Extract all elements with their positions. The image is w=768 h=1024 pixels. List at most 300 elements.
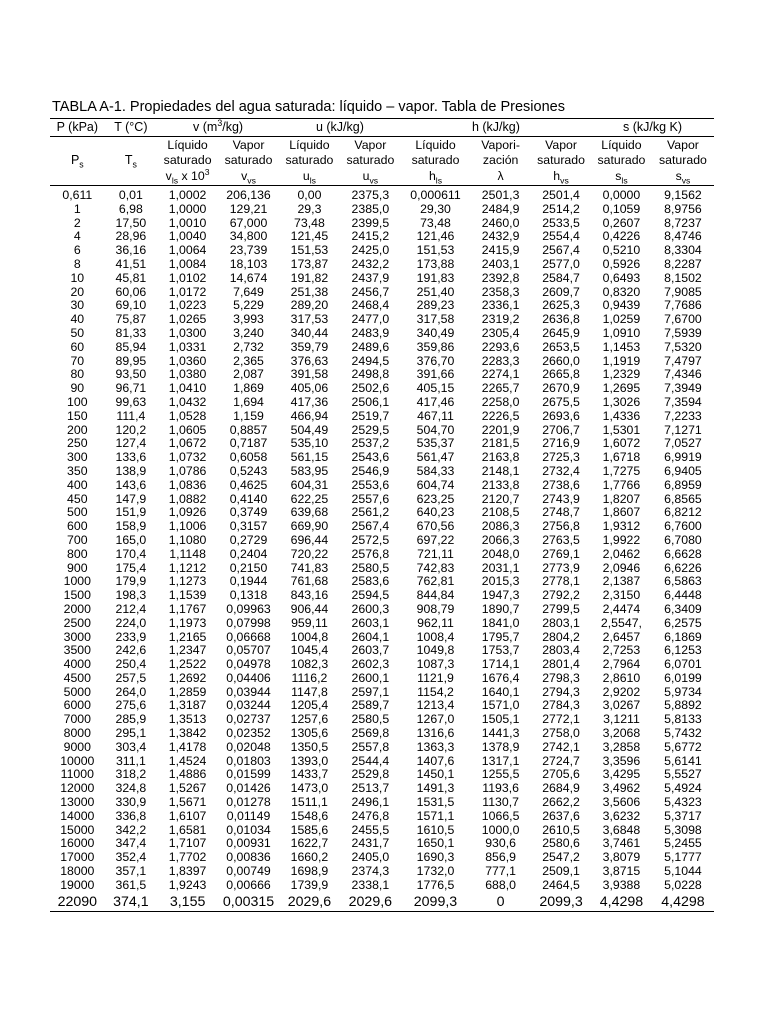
table-cell: 7,649 bbox=[233, 284, 264, 299]
table-cell: 45,81 bbox=[115, 270, 147, 285]
header-vls: Líquido saturado $v_{ls}$ x $10^3$ bbox=[157, 137, 218, 186]
table-cell: 17000 bbox=[60, 850, 95, 865]
table-cell: 60 bbox=[70, 339, 85, 354]
table-cell: 7,5939 bbox=[664, 325, 702, 340]
table-cell: 7,7686 bbox=[664, 298, 702, 313]
table-cell: 2,1387 bbox=[602, 574, 641, 589]
table-cell: 0,1059 bbox=[602, 201, 641, 216]
table-cell: 856,9 bbox=[485, 850, 516, 865]
table-cell: 504,70 bbox=[416, 422, 455, 437]
table-cell: 2600,3 bbox=[351, 601, 390, 616]
table-cell: 6,4448 bbox=[664, 588, 702, 603]
table-cell: 0,02352 bbox=[226, 726, 271, 741]
table-cell: 1,1539 bbox=[168, 588, 207, 603]
table-cell: 14000 bbox=[60, 808, 95, 823]
table-cell: 1378,9 bbox=[481, 739, 520, 754]
header-enthalpy: h (kJ/kg) bbox=[401, 119, 591, 137]
table-cell: 3000 bbox=[63, 629, 91, 644]
units-header-row bbox=[50, 119, 714, 137]
table-cell: 2181,5 bbox=[481, 436, 520, 451]
table-cell: 1,6072 bbox=[602, 436, 641, 451]
header-lambda: Vapori- zación λ bbox=[470, 137, 531, 186]
table-cell: 2201,9 bbox=[481, 422, 520, 437]
table-cell: 2374,3 bbox=[351, 864, 390, 879]
table-cell: 175,4 bbox=[115, 560, 147, 575]
table-cell: 120,2 bbox=[115, 422, 147, 437]
table-row bbox=[50, 217, 714, 231]
table-cell: 2778,1 bbox=[542, 574, 580, 589]
table-cell: 1776,5 bbox=[416, 877, 455, 892]
table-cell: 7,9085 bbox=[664, 284, 702, 299]
table-cell: 6,8565 bbox=[664, 491, 702, 506]
table-cell: 67,000 bbox=[229, 215, 268, 230]
table-cell: 1,869 bbox=[233, 381, 264, 396]
table-cell: 264,0 bbox=[115, 684, 147, 699]
table-cell: 640,23 bbox=[416, 505, 455, 520]
table-cell: 5,5527 bbox=[664, 767, 702, 782]
symbol-header-row bbox=[50, 137, 714, 186]
table-cell: 0,6493 bbox=[602, 270, 641, 285]
table-cell: 1,2347 bbox=[168, 643, 207, 658]
table-cell: 2572,5 bbox=[351, 532, 390, 547]
table-cell: 2794,3 bbox=[542, 684, 580, 699]
table-cell: 1698,9 bbox=[290, 864, 329, 879]
table-cell: 1,6107 bbox=[168, 808, 207, 823]
table-cell: 69,10 bbox=[115, 298, 147, 313]
table-cell: 317,58 bbox=[416, 312, 455, 327]
table-cell: 73,48 bbox=[420, 215, 451, 230]
table-cell: 1407,6 bbox=[416, 753, 455, 768]
table-cell: 311,1 bbox=[115, 753, 146, 768]
table-cell: 1087,3 bbox=[416, 657, 455, 672]
table-cell: 2375,3 bbox=[351, 188, 390, 202]
table-cell: 2609,7 bbox=[542, 284, 580, 299]
table-cell: 2,7964 bbox=[602, 657, 641, 672]
table-cell: 81,33 bbox=[115, 325, 147, 340]
table-cell: 1511,1 bbox=[291, 795, 328, 810]
table-cell: 1130,7 bbox=[482, 795, 519, 810]
header-temperature: T (°C) bbox=[105, 119, 158, 137]
table-cell: 1,5671 bbox=[168, 795, 207, 810]
table-cell: 1,0064 bbox=[168, 243, 207, 258]
table-cell: 14,674 bbox=[229, 270, 268, 285]
table-cell: 289,23 bbox=[416, 298, 455, 313]
table-cell: 2567,4 bbox=[351, 519, 390, 534]
table-cell: 4500 bbox=[63, 670, 91, 685]
table-cell: 670,56 bbox=[416, 519, 455, 534]
table-cell: 121,46 bbox=[416, 229, 455, 244]
table-row bbox=[50, 272, 714, 286]
table-cell: 1,7275 bbox=[602, 463, 641, 478]
table-title: TABLA A-1. Propiedades del agua saturada: líquido – vapor. Tabla de Presiones bbox=[52, 99, 565, 115]
table-cell: 1441,3 bbox=[481, 726, 520, 741]
table-cell: 1610,5 bbox=[416, 822, 455, 837]
table-cell: 8,1502 bbox=[664, 270, 702, 285]
table-cell: 1,6718 bbox=[602, 450, 641, 465]
table-cell: 3,1211 bbox=[603, 712, 640, 727]
table-cell: 2743,9 bbox=[542, 491, 580, 506]
table-cell: 359,79 bbox=[290, 339, 329, 354]
table-row bbox=[50, 562, 714, 576]
table-cell: 17,50 bbox=[115, 215, 147, 230]
table-cell: 2544,4 bbox=[351, 753, 390, 768]
table-cell: 324,8 bbox=[115, 781, 147, 796]
table-cell: 6,9919 bbox=[664, 450, 702, 465]
table-cell: 2557,6 bbox=[351, 491, 390, 506]
table-cell: 2547,2 bbox=[542, 850, 580, 865]
table-cell: 0 bbox=[470, 893, 531, 912]
table-cell: 250 bbox=[67, 436, 88, 451]
table-cell: 376,70 bbox=[416, 353, 455, 368]
table-cell: 2557,8 bbox=[351, 739, 390, 754]
table-cell: 1947,3 bbox=[481, 588, 520, 603]
table-cell: 2099,3 bbox=[401, 893, 470, 912]
table-cell: 347,4 bbox=[115, 836, 147, 851]
table-cell: 1,2859 bbox=[168, 684, 207, 699]
table-cell: 2784,3 bbox=[542, 698, 580, 713]
table-cell: 250,4 bbox=[115, 657, 147, 672]
table-cell: 2274,1 bbox=[481, 367, 520, 382]
table-cell: 0,01034 bbox=[226, 822, 271, 837]
table-row bbox=[50, 203, 714, 217]
table-cell: 6,8959 bbox=[664, 477, 702, 492]
table-cell: 357,1 bbox=[115, 864, 147, 879]
table-cell: 696,44 bbox=[290, 532, 329, 547]
table-row bbox=[50, 686, 714, 700]
table-cell: 0,2150 bbox=[229, 560, 268, 575]
table-row bbox=[50, 244, 714, 258]
table-cell: 138,9 bbox=[115, 463, 147, 478]
table-cell: 85,94 bbox=[115, 339, 147, 354]
table-cell: 2645,9 bbox=[542, 325, 580, 340]
table-cell: 300 bbox=[67, 450, 88, 465]
table-cell: 6,1869 bbox=[664, 629, 702, 644]
table-cell: 1,0331 bbox=[168, 339, 207, 354]
table-cell: 2048,0 bbox=[481, 546, 520, 561]
table-cell: 417,46 bbox=[416, 394, 455, 409]
table-cell: 1660,2 bbox=[290, 850, 329, 865]
table-cell: 2584,7 bbox=[542, 270, 580, 285]
table-cell: 1,1767 bbox=[168, 601, 207, 616]
table-cell: 908,79 bbox=[416, 601, 455, 616]
table-cell: 0,5926 bbox=[602, 256, 641, 271]
table-cell: 1676,4 bbox=[481, 670, 520, 685]
table-cell: 0,02048 bbox=[226, 739, 271, 754]
table-cell: 2675,5 bbox=[542, 394, 580, 409]
table-cell: 96,71 bbox=[115, 381, 147, 396]
table-cell: 330,9 bbox=[115, 795, 147, 810]
table-cell: 639,68 bbox=[290, 505, 329, 520]
table-cell: 111,4 bbox=[116, 408, 146, 423]
table-row bbox=[50, 327, 714, 341]
table-cell: 535,37 bbox=[416, 436, 455, 451]
table-cell: 1,694 bbox=[233, 394, 264, 409]
table-cell: 5,1777 bbox=[664, 850, 702, 865]
table-cell: 1,0084 bbox=[168, 256, 207, 271]
table-cell: 2529,8 bbox=[351, 767, 390, 782]
table-cell: 8 bbox=[73, 256, 81, 271]
table-cell: 0,1944 bbox=[229, 574, 268, 589]
table-cell: 1082,3 bbox=[290, 657, 329, 672]
table-cell: 2415,2 bbox=[351, 229, 390, 244]
table-cell: 2403,1 bbox=[481, 256, 520, 271]
table-cell: 900 bbox=[67, 560, 88, 575]
table-cell: 1,0380 bbox=[168, 367, 207, 382]
table-cell: 5,0228 bbox=[664, 877, 702, 892]
table-cell: 2468,4 bbox=[351, 298, 390, 313]
table-cell: 0,6058 bbox=[229, 450, 268, 465]
table-cell: 1,9922 bbox=[602, 532, 641, 547]
table-row bbox=[50, 727, 714, 741]
table-cell: 34,800 bbox=[229, 229, 268, 244]
table-cell: 318,2 bbox=[115, 767, 147, 782]
table-cell: 212,4 bbox=[115, 601, 147, 616]
table-cell: 604,31 bbox=[290, 477, 329, 492]
table-cell: 1,2692 bbox=[168, 670, 207, 685]
table-cell: 2716,9 bbox=[542, 436, 580, 451]
table-cell: 2662,2 bbox=[542, 795, 580, 810]
table-cell: 2460,0 bbox=[481, 215, 520, 230]
header-entropy: s (kJ/kg K) bbox=[591, 119, 714, 137]
table-cell: 2637,6 bbox=[542, 808, 580, 823]
table-cell: 2670,9 bbox=[542, 381, 580, 396]
table-cell: 2724,7 bbox=[542, 753, 580, 768]
table-cell: 2405,0 bbox=[351, 850, 390, 865]
table-cell: 6,7600 bbox=[664, 519, 702, 534]
table-cell: 2319,2 bbox=[481, 312, 520, 327]
table-cell: 7,1271 bbox=[664, 422, 702, 437]
table-cell: 1841,0 bbox=[481, 615, 520, 630]
table-cell: 777,1 bbox=[485, 864, 516, 879]
table-cell: 2305,4 bbox=[481, 325, 520, 340]
table-cell: 1317,1 bbox=[481, 753, 520, 768]
table-cell: 3,8715 bbox=[602, 864, 641, 879]
table-cell: 100 bbox=[67, 394, 88, 409]
table-cell: 1,1080 bbox=[168, 532, 207, 547]
table-cell: 2509,1 bbox=[542, 864, 580, 879]
table-cell: 0,2729 bbox=[229, 532, 268, 547]
table-cell: 2665,8 bbox=[542, 367, 580, 382]
table-cell: 342,2 bbox=[115, 822, 147, 837]
table-cell: 2133,8 bbox=[481, 477, 520, 492]
table-cell: 22090 bbox=[50, 893, 105, 912]
table-cell: 2756,8 bbox=[542, 519, 580, 534]
table-cell: 561,15 bbox=[290, 450, 329, 465]
table-cell: 36,16 bbox=[115, 243, 147, 258]
table-row bbox=[50, 424, 714, 438]
table-cell: 150 bbox=[67, 408, 88, 423]
table-cell: 0,03944 bbox=[226, 684, 271, 699]
table-cell: 2437,9 bbox=[351, 270, 390, 285]
table-cell: 720,22 bbox=[290, 546, 329, 561]
table-cell: 1795,7 bbox=[481, 629, 520, 644]
table-cell: 742,83 bbox=[416, 560, 455, 575]
table-cell: 1,0259 bbox=[602, 312, 641, 327]
table-row bbox=[50, 617, 714, 631]
table-cell: 1531,5 bbox=[416, 795, 455, 810]
table-cell: 1066,5 bbox=[481, 808, 520, 823]
table-cell: 295,1 bbox=[115, 726, 147, 741]
table-cell: 2748,7 bbox=[542, 505, 580, 520]
table-cell: 2494,5 bbox=[351, 353, 390, 368]
table-cell: 0,01 bbox=[118, 188, 143, 202]
table-cell: 1000 bbox=[63, 574, 91, 589]
table-cell: 2498,8 bbox=[351, 367, 390, 382]
table-cell: 844,84 bbox=[416, 588, 455, 603]
table-cell: 6,0199 bbox=[664, 670, 702, 685]
table-cell: 1,0002 bbox=[168, 188, 207, 202]
table-row bbox=[50, 589, 714, 603]
table-cell: 0,4140 bbox=[229, 491, 268, 506]
table-cell: 1,0102 bbox=[168, 270, 207, 285]
table-cell: 352,4 bbox=[115, 850, 147, 865]
table-cell: 2,9202 bbox=[602, 684, 641, 699]
table-cell: 18000 bbox=[60, 864, 95, 879]
table-cell: 206,136 bbox=[226, 188, 271, 202]
table-cell: 741,83 bbox=[290, 560, 329, 575]
table-cell: 0,3749 bbox=[229, 505, 268, 520]
table-cell: 1650,1 bbox=[416, 836, 455, 851]
table-cell: 1,2165 bbox=[168, 629, 207, 644]
table-cell: 7,2233 bbox=[664, 408, 702, 423]
table-cell: 127,4 bbox=[115, 436, 147, 451]
table-cell: 0,00 bbox=[297, 188, 322, 202]
table-cell: 15000 bbox=[60, 822, 95, 837]
table-cell: 2029,6 bbox=[340, 893, 401, 912]
table-cell: 2725,3 bbox=[542, 450, 580, 465]
table-cell: 2569,8 bbox=[351, 726, 390, 741]
table-cell: 5,229 bbox=[233, 298, 264, 313]
table-cell: 5,4924 bbox=[664, 781, 702, 796]
table-cell: 5,9734 bbox=[664, 684, 702, 699]
table-cell: 1,9243 bbox=[168, 877, 207, 892]
table-cell: 1,1919 bbox=[602, 353, 641, 368]
table-cell: 1548,6 bbox=[290, 808, 329, 823]
table-cell: 1,0926 bbox=[168, 505, 207, 520]
table-row bbox=[50, 810, 714, 824]
table-cell: 1393,0 bbox=[290, 753, 329, 768]
table-cell: 8,2287 bbox=[664, 256, 702, 271]
table-cell: 2597,1 bbox=[351, 684, 390, 699]
table-cell: 0,05707 bbox=[226, 643, 271, 658]
table-cell: 1571,0 bbox=[481, 698, 520, 713]
table-cell: 2653,5 bbox=[542, 339, 580, 354]
table-cell: 1,0882 bbox=[168, 491, 207, 506]
table-cell: 466,94 bbox=[290, 408, 329, 423]
table-cell: 623,25 bbox=[416, 491, 455, 506]
table-cell: 20 bbox=[70, 284, 85, 299]
table-cell: 2163,8 bbox=[481, 450, 520, 465]
table-cell: 2580,5 bbox=[351, 560, 390, 575]
table-row bbox=[50, 741, 714, 755]
table-row bbox=[50, 865, 714, 879]
table-cell: 2015,3 bbox=[481, 574, 520, 589]
table-cell: 0,01149 bbox=[226, 808, 271, 823]
table-cell: 0,04978 bbox=[226, 657, 271, 672]
table-cell: 2543,6 bbox=[351, 450, 390, 465]
table-cell: 257,5 bbox=[115, 670, 147, 685]
table-cell: 41,51 bbox=[115, 256, 147, 271]
table-cell: 2455,5 bbox=[351, 822, 390, 837]
table-cell: 1363,3 bbox=[416, 739, 455, 754]
table-cell: 2031,1 bbox=[481, 560, 520, 575]
table-cell: 2799,5 bbox=[542, 601, 580, 616]
table-cell: 962,11 bbox=[417, 615, 454, 630]
table-cell: 2589,7 bbox=[351, 698, 390, 713]
table-cell: 3,7461 bbox=[602, 836, 641, 851]
table-cell: 0,611 bbox=[62, 188, 93, 202]
table-cell: 4 bbox=[73, 229, 81, 244]
table-cell: 1,1212 bbox=[168, 560, 207, 575]
table-row bbox=[50, 713, 714, 727]
table-cell: 2477,0 bbox=[351, 312, 390, 327]
table-cell: 2546,9 bbox=[351, 463, 390, 478]
table-cell: 1,0672 bbox=[168, 436, 207, 451]
table-cell: 5,3717 bbox=[664, 808, 702, 823]
table-cell: 2029,6 bbox=[279, 893, 340, 912]
table-cell: 0,00749 bbox=[226, 864, 271, 879]
table-cell: 1,5301 bbox=[602, 422, 641, 437]
table-cell: 165,0 bbox=[115, 532, 147, 547]
table-cell: 11000 bbox=[60, 767, 94, 782]
table-cell: 12000 bbox=[60, 781, 95, 796]
table-row bbox=[50, 465, 714, 479]
header-vvs: Vapor saturado $v_{vs}$ bbox=[218, 137, 279, 186]
table-cell: 1,2329 bbox=[602, 367, 641, 382]
table-cell: 374,1 bbox=[105, 893, 158, 912]
table-cell: 1,3513 bbox=[168, 712, 207, 727]
table-cell: 73,48 bbox=[294, 215, 325, 230]
table-cell: 906,44 bbox=[290, 601, 329, 616]
table-cell: 7,4797 bbox=[664, 353, 702, 368]
table-cell: 5,8133 bbox=[664, 712, 702, 727]
table-cell: 2567,4 bbox=[542, 243, 580, 258]
table-cell: 80 bbox=[70, 367, 85, 382]
table-cell: 1,1273 bbox=[168, 574, 207, 589]
header-internal-energy: u (kJ/kg) bbox=[279, 119, 401, 137]
table-cell: 450 bbox=[67, 491, 88, 506]
table-cell: 2603,7 bbox=[351, 643, 390, 658]
table-cell: 1,4178 bbox=[168, 739, 207, 754]
table-row bbox=[50, 879, 714, 893]
table-cell: 0,03244 bbox=[226, 698, 271, 713]
table-cell: 2738,6 bbox=[542, 477, 580, 492]
table-cell: 405,06 bbox=[290, 381, 329, 396]
table-cell: 60,06 bbox=[115, 284, 147, 299]
header-uls: Líquido saturado $u_{ls}$ bbox=[279, 137, 340, 186]
header-hls: Líquido saturado $h_{ls}$ bbox=[401, 137, 470, 186]
table-cell: 23,739 bbox=[229, 243, 268, 258]
table-cell: 1,3187 bbox=[168, 698, 207, 713]
table-cell: 2636,8 bbox=[542, 312, 580, 327]
table-cell: 5,2455 bbox=[664, 836, 702, 851]
table-cell: 29,30 bbox=[420, 201, 451, 216]
table-row bbox=[50, 355, 714, 369]
table-cell: 6,98 bbox=[118, 201, 143, 216]
table-cell: 4000 bbox=[63, 657, 91, 672]
table-cell: 2425,0 bbox=[351, 243, 390, 258]
table-cell: 6,1253 bbox=[664, 643, 702, 658]
table-cell: 2502,6 bbox=[351, 381, 390, 396]
table-cell: 1,9312 bbox=[602, 519, 641, 534]
table-cell: 5,3098 bbox=[664, 822, 702, 837]
table-cell: 2283,3 bbox=[481, 353, 520, 368]
table-cell: 3,6848 bbox=[602, 822, 641, 837]
table-cell: 1,1453 bbox=[602, 339, 641, 354]
table-cell: 233,9 bbox=[115, 629, 147, 644]
table-cell: 5,1044 bbox=[664, 864, 702, 879]
table-cell: 2769,1 bbox=[542, 546, 580, 561]
